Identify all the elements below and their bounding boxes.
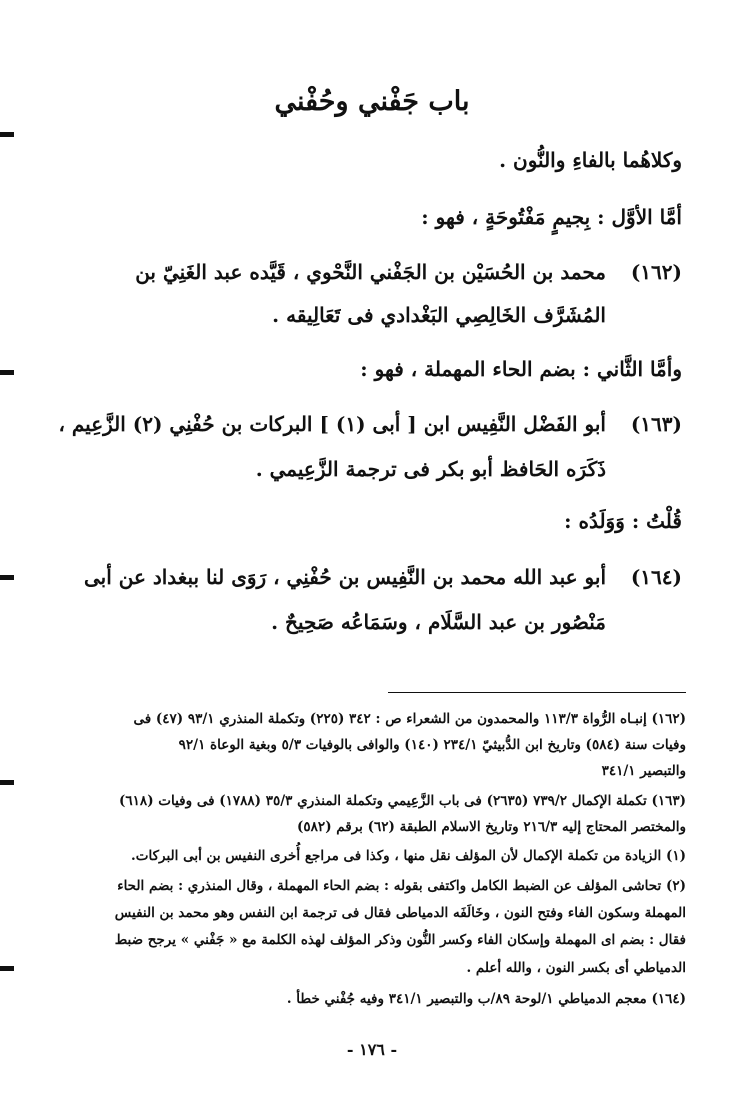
qultu-line: قُلْتُ : وَوَلَدُه : [564, 509, 682, 533]
footnote-separator [388, 692, 686, 693]
footnote-line: الدمياطي أى بكسر النون ، والله أعلم . [466, 960, 686, 976]
entry-continuation: مَنْصُور بن عبد السَّلَام ، وسَمَاعُه صَحِيحٌ . [271, 610, 606, 634]
entry-number: (١٦٤) [630, 565, 682, 589]
footnote-line: فقال : بضم اى المهملة وإسكان الفاء وكسر النُّون وذكر المؤلف لهذه الكلمة مع « جَفْني » يرجح ضبط [114, 932, 686, 948]
page-edge-mark [0, 780, 14, 785]
entry-text: أبو الفَضْل النَّفِيس ابن [ أبى (١) ] البركات بن حُفْنِي (٢) الزَّعِيم ، [58, 412, 606, 436]
footnote-line: وفيات سنة (٥٨٤) وتاريخ ابن الدُّبيثيّ ٢٣٤/١ (١٤٠) والوافى بالوفيات ٥/٣ وبغية الوعاة ٩٢/١ [178, 737, 686, 753]
footnote-line: المهملة وسكون الفاء وفتح النون ، وخَالَفَه الدمياطى فقال فى ترجمة ابن النفس وهو محمد بن النفيس [114, 905, 686, 921]
entry-number: (١٦٢) [630, 260, 682, 284]
page-edge-mark [0, 132, 14, 137]
page-edge-mark [0, 966, 14, 971]
footnote-line: والمختصر المحتاج إليه ٢١٦/٣ وتاريخ الاسلام الطبقة (٦٢) برقم (٥٨٢) [297, 819, 686, 835]
entry-number: (١٦٣) [630, 412, 682, 436]
entry-text: محمد بن الحُسَيْن بن الجَفْني النَّحْوي ، قَيَّده عبد الغَنِيّ بن [135, 260, 606, 284]
first-heading: أمَّا الأوَّل : بِجيمٍ مَفْتُوحَةٍ ، فهو : [421, 205, 682, 229]
page-edge-mark [0, 575, 14, 580]
page-number: - ١٧٦ - [346, 1040, 398, 1059]
intro-line: وكلاهُما بالفاءِ والنُّون . [499, 148, 682, 172]
footnote-line: (٢) تحاشى المؤلف عن الضبط الكامل واكتفى بقوله : بضم الحاء المهملة ، وقال المنذري : بضم الحاء [117, 878, 686, 894]
page-edge-mark [0, 370, 14, 375]
footnote-line: (١) الزيادة من تكملة الإكمال لأن المؤلف نقل منها ، وكذا فى مراجع أُخرى النفيس بن أبى البركات. [131, 848, 686, 864]
footnote-line: (١٦٣) تكملة الإكمال ٧٣٩/٢ (٢٦٣٥) فى باب الزَّعِيمي وتكملة المنذري ٣٥/٣ (١٧٨٨) فى وفيات (٦١٨) [119, 793, 686, 809]
entry-continuation: ذَكَرَه الحَافظ أبو بكر فى ترجمة الزَّعِيمي . [255, 457, 606, 481]
chapter-title: باب جَفْني وحُفْني [274, 86, 470, 117]
footnote-line: والتبصير ٣٤١/١ [601, 763, 686, 779]
second-heading: وأمَّا الثَّاني : بضم الحاء المهملة ، فهو : [360, 357, 682, 381]
entry-text: أبو عبد الله محمد بن النَّفِيس بن حُفْنِي ، رَوَى لنا ببغداد عن أبى [83, 565, 606, 589]
footnote-line: (١٦٢) إنبـاه الرُّواة ١١٣/٣ والمحمدون من الشعراء ص : ٣٤٢ (٢٢٥) وتكملة المنذري ٩٣/١ (٤٧) فى [133, 711, 686, 727]
entry-continuation: المُشَرَّف الخَالِصِي البَغْدادي فى تَعَالِيقه . [272, 303, 606, 327]
footnote-line: (١٦٤) معجم الدمياطي ١/لوحة ٨٩/ب والتبصير ٣٤١/١ وفيه جُفْني خطأ . [286, 991, 686, 1007]
